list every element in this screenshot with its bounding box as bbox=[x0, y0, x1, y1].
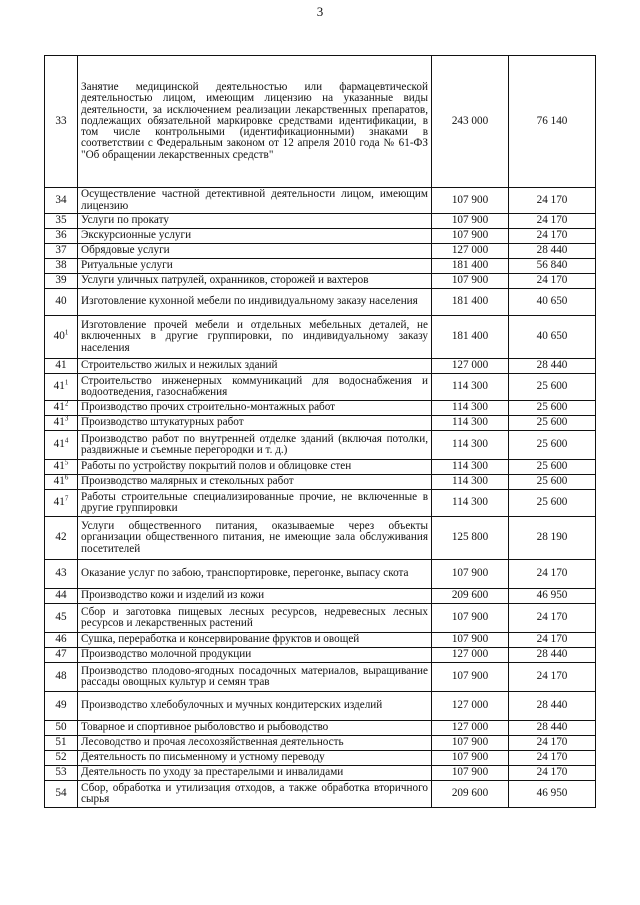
table-row bbox=[45, 751, 596, 766]
patent-cost-value: 46 950 bbox=[509, 781, 596, 808]
row-number-text: 34 bbox=[55, 193, 67, 206]
row-number bbox=[45, 188, 78, 214]
patent-cost-value: 24 170 bbox=[509, 736, 596, 751]
row-number-text: 39 bbox=[55, 274, 67, 287]
table-row bbox=[45, 721, 596, 736]
potential-income-value: 107 900 bbox=[432, 736, 509, 751]
table-row bbox=[45, 244, 596, 259]
row-number-text: 33 bbox=[55, 114, 67, 127]
row-number-text: 44 bbox=[55, 589, 67, 602]
potential-income-value: 114 300 bbox=[432, 460, 509, 475]
patent-cost-value: 40 650 bbox=[509, 289, 596, 316]
row-number-text: 53 bbox=[55, 766, 67, 779]
patent-cost-value: 25 600 bbox=[509, 401, 596, 416]
row-number-text: 41 bbox=[53, 401, 65, 414]
table-row bbox=[45, 460, 596, 475]
row-number-text: 40 bbox=[55, 295, 67, 308]
row-number bbox=[45, 359, 78, 374]
row-number bbox=[45, 431, 78, 460]
patent-cost-value: 76 140 bbox=[509, 56, 596, 188]
row-number-text: 47 bbox=[55, 648, 67, 661]
patent-cost-value: 25 600 bbox=[509, 475, 596, 490]
row-number bbox=[45, 766, 78, 781]
row-number bbox=[45, 229, 78, 244]
patent-cost-value: 25 600 bbox=[509, 490, 596, 517]
activity-description: Деятельность по уходу за престарелыми и инвалидами bbox=[78, 766, 432, 781]
potential-income-value: 181 400 bbox=[432, 259, 509, 274]
patent-cost-value: 24 170 bbox=[509, 604, 596, 633]
row-number-text: 52 bbox=[55, 751, 67, 764]
potential-income-value: 114 300 bbox=[432, 416, 509, 431]
table-row bbox=[45, 374, 596, 401]
table-row bbox=[45, 316, 596, 359]
row-number-text: 41 bbox=[53, 416, 65, 429]
table-row bbox=[45, 188, 596, 214]
row-number bbox=[45, 648, 78, 663]
row-number bbox=[45, 589, 78, 604]
patent-cost-value: 24 170 bbox=[509, 229, 596, 244]
activity-description: Работы строительные специализированные прочие, не включенные в другие группировки bbox=[78, 490, 432, 517]
table-row bbox=[45, 517, 596, 560]
activity-description: Производство плодово-ягодных посадочных материалов, выращивание рассады овощных культур и семян трав bbox=[78, 663, 432, 692]
activity-description: Экскурсионные услуги bbox=[78, 229, 432, 244]
table-row bbox=[45, 229, 596, 244]
activity-description: Товарное и спортивное рыболовство и рыбоводство bbox=[78, 721, 432, 736]
potential-income-value: 209 600 bbox=[432, 589, 509, 604]
row-number bbox=[45, 517, 78, 560]
row-number-text: 46 bbox=[55, 633, 67, 646]
row-number-text: 41 bbox=[53, 380, 65, 393]
row-number bbox=[45, 721, 78, 736]
potential-income-value: 107 900 bbox=[432, 633, 509, 648]
patent-cost-value: 46 950 bbox=[509, 589, 596, 604]
patent-cost-value: 24 170 bbox=[509, 633, 596, 648]
row-number-text: 41 bbox=[53, 496, 65, 509]
row-number-text: 37 bbox=[55, 244, 67, 257]
potential-income-value: 127 000 bbox=[432, 244, 509, 259]
table-row bbox=[45, 274, 596, 289]
table-row bbox=[45, 490, 596, 517]
potential-income-value: 127 000 bbox=[432, 692, 509, 721]
row-number-text: 50 bbox=[55, 721, 67, 734]
table-row bbox=[45, 589, 596, 604]
patent-cost-value: 56 840 bbox=[509, 259, 596, 274]
patent-cost-value: 24 170 bbox=[509, 214, 596, 229]
potential-income-value: 114 300 bbox=[432, 374, 509, 401]
patent-cost-value: 25 600 bbox=[509, 416, 596, 431]
patent-cost-value: 25 600 bbox=[509, 460, 596, 475]
potential-income-value: 127 000 bbox=[432, 721, 509, 736]
activity-description: Изготовление прочей мебели и отдельных мебельных деталей, не включенных в другие группировки, по индивидуальному заказу населения bbox=[78, 316, 432, 359]
row-number bbox=[45, 781, 78, 808]
row-number-text: 42 bbox=[55, 531, 67, 544]
row-number-superscript: 3 bbox=[64, 414, 69, 423]
activity-description: Изготовление кухонной мебели по индивидуальному заказу населения bbox=[78, 289, 432, 316]
patent-cost-value: 28 440 bbox=[509, 648, 596, 663]
row-number bbox=[45, 604, 78, 633]
row-number bbox=[45, 416, 78, 431]
row-number-text: 41 bbox=[53, 475, 65, 488]
row-number bbox=[45, 374, 78, 401]
patent-cost-value: 25 600 bbox=[509, 431, 596, 460]
potential-income-value: 107 900 bbox=[432, 663, 509, 692]
activity-description: Строительство жилых и нежилых зданий bbox=[78, 359, 432, 374]
row-number-text: 45 bbox=[55, 611, 67, 624]
activity-description: Осуществление частной детективной деятельности лицом, имеющим лицензию bbox=[78, 188, 432, 214]
row-number-text: 40 bbox=[53, 330, 65, 343]
potential-income-value: 181 400 bbox=[432, 289, 509, 316]
row-number-text: 51 bbox=[55, 736, 67, 749]
potential-income-value: 107 900 bbox=[432, 751, 509, 766]
potential-income-value: 107 900 bbox=[432, 274, 509, 289]
potential-income-value: 107 900 bbox=[432, 229, 509, 244]
row-number-text: 54 bbox=[55, 787, 67, 800]
potential-income-value: 114 300 bbox=[432, 475, 509, 490]
row-number-superscript: 2 bbox=[64, 399, 69, 408]
table-row bbox=[45, 259, 596, 274]
patent-cost-value: 28 440 bbox=[509, 359, 596, 374]
activity-description: Производство кожи и изделий из кожи bbox=[78, 589, 432, 604]
row-number bbox=[45, 560, 78, 589]
row-number-text: 38 bbox=[55, 259, 67, 272]
activity-description: Производство штукатурных работ bbox=[78, 416, 432, 431]
activity-description: Ритуальные услуги bbox=[78, 259, 432, 274]
patent-cost-value: 28 440 bbox=[509, 721, 596, 736]
table-row bbox=[45, 416, 596, 431]
activity-description: Сушка, переработка и консервирование фруктов и овощей bbox=[78, 633, 432, 648]
row-number-text: 43 bbox=[55, 567, 67, 580]
table-row bbox=[45, 289, 596, 316]
activity-description: Производство работ по внутренней отделке зданий (включая потолки, раздвижные и съемные перегородки и т. д.) bbox=[78, 431, 432, 460]
patent-cost-value: 25 600 bbox=[509, 374, 596, 401]
patent-cost-value: 24 170 bbox=[509, 274, 596, 289]
activity-description: Работы по устройству покрытий полов и облицовке стен bbox=[78, 460, 432, 475]
patent-cost-value: 28 440 bbox=[509, 244, 596, 259]
table-row bbox=[45, 633, 596, 648]
table-row bbox=[45, 431, 596, 460]
activity-description: Услуги общественного питания, оказываемые через объекты организации общественного питания, не имеющие зала обслуживания посетителей bbox=[78, 517, 432, 560]
activity-description: Сбор, обработка и утилизация отходов, а также обработка вторичного сырья bbox=[78, 781, 432, 808]
table-row bbox=[45, 560, 596, 589]
row-number-text: 41 bbox=[53, 438, 65, 451]
potential-income-value: 107 900 bbox=[432, 188, 509, 214]
row-number bbox=[45, 633, 78, 648]
row-number-superscript: 1 bbox=[64, 328, 69, 337]
potential-income-value: 125 800 bbox=[432, 517, 509, 560]
table-row bbox=[45, 359, 596, 374]
potential-income-value: 243 000 bbox=[432, 56, 509, 188]
row-number-text: 36 bbox=[55, 229, 67, 242]
activity-description: Занятие медицинской деятельностью или фармацевтической деятельностью лицом, имеющим лицензию на указанные виды деятельности, за исключением реализации лекарственных препаратов, подлежащих обязательной маркировке средствами идентификации, в том числе контрольными (идентификационными) знаками в соответствии с Федеральным законом от 12 апреля 2010 года № 61-ФЗ "Об обращении лекарственных средств" bbox=[78, 56, 432, 188]
potential-income-value: 209 600 bbox=[432, 781, 509, 808]
potential-income-value: 107 900 bbox=[432, 560, 509, 589]
patent-cost-value: 40 650 bbox=[509, 316, 596, 359]
potential-income-value: 107 900 bbox=[432, 214, 509, 229]
table-row bbox=[45, 736, 596, 751]
row-number bbox=[45, 259, 78, 274]
row-number bbox=[45, 475, 78, 490]
activity-description: Оказание услуг по забою, транспортировке, перегонке, выпасу скота bbox=[78, 560, 432, 589]
row-number-text: 49 bbox=[55, 699, 67, 712]
table-row bbox=[45, 692, 596, 721]
potential-income-value: 127 000 bbox=[432, 648, 509, 663]
activity-description: Сбор и заготовка пищевых лесных ресурсов, недревесных лесных ресурсов и лекарственных растений bbox=[78, 604, 432, 633]
activity-description: Строительство инженерных коммуникаций для водоснабжения и водоотведения, газоснабжения bbox=[78, 374, 432, 401]
fees-table-body bbox=[45, 56, 596, 808]
potential-income-value: 114 300 bbox=[432, 490, 509, 517]
table-row bbox=[45, 604, 596, 633]
potential-income-value: 107 900 bbox=[432, 604, 509, 633]
table-row bbox=[45, 648, 596, 663]
page-number: 3 bbox=[316, 4, 324, 19]
table-row bbox=[45, 663, 596, 692]
patent-cost-value: 24 170 bbox=[509, 560, 596, 589]
activity-description: Деятельность по письменному и устному переводу bbox=[78, 751, 432, 766]
row-number bbox=[45, 460, 78, 475]
row-number-superscript: 7 bbox=[64, 494, 69, 503]
row-number-superscript: 6 bbox=[64, 473, 69, 482]
patent-cost-value: 24 170 bbox=[509, 663, 596, 692]
table-row bbox=[45, 401, 596, 416]
row-number-text: 48 bbox=[55, 670, 67, 683]
row-number bbox=[45, 663, 78, 692]
table-row bbox=[45, 214, 596, 229]
patent-cost-value: 28 190 bbox=[509, 517, 596, 560]
row-number-superscript: 5 bbox=[64, 458, 69, 467]
table-row bbox=[45, 781, 596, 808]
row-number-superscript: 1 bbox=[64, 378, 69, 387]
fees-table bbox=[44, 55, 596, 808]
activity-description: Производство молочной продукции bbox=[78, 648, 432, 663]
row-number bbox=[45, 316, 78, 359]
activity-description: Производство малярных и стекольных работ bbox=[78, 475, 432, 490]
patent-cost-value: 24 170 bbox=[509, 766, 596, 781]
activity-description: Производство хлебобулочных и мучных кондитерских изделий bbox=[78, 692, 432, 721]
patent-cost-value: 28 440 bbox=[509, 692, 596, 721]
activity-description: Производство прочих строительно-монтажных работ bbox=[78, 401, 432, 416]
potential-income-value: 181 400 bbox=[432, 316, 509, 359]
row-number-superscript: 4 bbox=[64, 436, 69, 445]
row-number bbox=[45, 244, 78, 259]
potential-income-value: 114 300 bbox=[432, 431, 509, 460]
table-row bbox=[45, 475, 596, 490]
row-number-text: 41 bbox=[55, 359, 67, 372]
row-number-text: 41 bbox=[53, 460, 65, 473]
row-number bbox=[45, 736, 78, 751]
activity-description: Услуги уличных патрулей, охранников, сторожей и вахтеров bbox=[78, 274, 432, 289]
potential-income-value: 114 300 bbox=[432, 401, 509, 416]
row-number bbox=[45, 490, 78, 517]
row-number bbox=[45, 751, 78, 766]
potential-income-value: 127 000 bbox=[432, 359, 509, 374]
row-number-text: 35 bbox=[55, 214, 67, 227]
row-number bbox=[45, 274, 78, 289]
row-number bbox=[45, 56, 78, 188]
patent-cost-value: 24 170 bbox=[509, 188, 596, 214]
activity-description: Услуги по прокату bbox=[78, 214, 432, 229]
potential-income-value: 107 900 bbox=[432, 766, 509, 781]
table-row bbox=[45, 56, 596, 188]
patent-cost-value: 24 170 bbox=[509, 751, 596, 766]
row-number bbox=[45, 214, 78, 229]
row-number bbox=[45, 289, 78, 316]
row-number bbox=[45, 692, 78, 721]
row-number bbox=[45, 401, 78, 416]
table-row bbox=[45, 766, 596, 781]
activity-description: Лесоводство и прочая лесохозяйственная деятельность bbox=[78, 736, 432, 751]
activity-description: Обрядовые услуги bbox=[78, 244, 432, 259]
